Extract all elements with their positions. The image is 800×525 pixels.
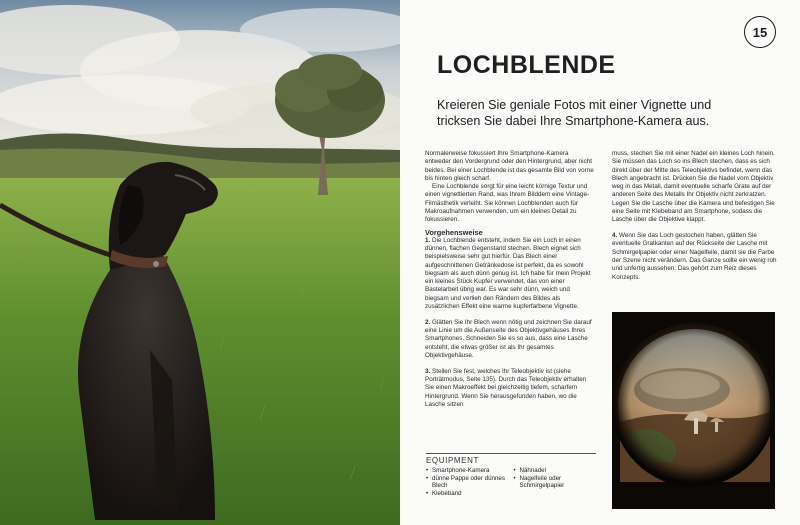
- list-item: • Smartphone-Kamera: [426, 467, 490, 474]
- step-number: 3.: [425, 367, 431, 375]
- pinhole-photo: [612, 312, 775, 509]
- page-title: LOCHBLENDE: [437, 51, 616, 79]
- page-number: 15: [752, 24, 768, 40]
- intro-paragraph: Normalerweise fokussiert Ihre Smartphone-Kamera entweder den Vordergrund oder den Hintergrund, aber nicht beides. Bei einer Lochblende ist das gesamte Bild von vorne bis hinten gleich scharf.: [425, 150, 594, 182]
- equipment-list: [514, 467, 602, 497]
- intro-paragraph: Eine Lochblende sorgt für eine leicht körnige Textur und einen vignettierten Rand, was Ihrem Bilddem eine Vintage-Filmästhetik verleiht. Sie können Lochblenden auch für Makroaufnahmen verwenden, um ein kleines Detail zu fokussieren.: [425, 183, 590, 224]
- equipment-box: [426, 453, 601, 497]
- step-paragraph: [612, 232, 778, 282]
- step-number: 4.: [612, 232, 618, 240]
- step-text: Wenn Sie das Loch gestochen haben, glätten Sie eventuelle Gratkanten auf der Rückseite der Lasche mit Schmirgelpapier oder einer Nagelfeile, damit sie die Farbe der Szene nicht verändern. Das Ganze sollte ein wenig roh und unfertig aussehen: Das gehört zum Reiz dieses Konzepts.: [612, 232, 777, 281]
- step-paragraph: [425, 319, 595, 360]
- list-item: • dünne Pappe oder dünnes Blech: [426, 474, 505, 490]
- step-text: Glätten Sie Ihr Blech wenn nötig und zeichnen Sie darauf eine Linie um die Außenseite des Objektivgehäuses Ihres Smartphones. Schneiden Sie es so aus, dass eine Lasche entsteht, die etwas größer ist als Ihr gesamtes Objektivgehäuse.: [425, 318, 592, 360]
- divider: [426, 453, 596, 454]
- list-item: • Nagelfeile oder Schmirgelpapier: [513, 474, 565, 490]
- list-item: • Nähnadel: [513, 467, 546, 474]
- step-text: Die Lochblende entsteht, indem Sie ein Loch in einen dünnen, flachen Gegenstand stechen. Blech eignet sich beispielsweise sehr gut hierfür. Das Blech einer aufgeschnittenen Getränkedose ist perfekt, da es sowohl biegsam als auch dünn genug ist. Ich habe für mein Projekt ein kleines Stück Kupfer verwendet, das von einer Bastelarbeit übrig war. Es war sehr dünn, weich und biegsam und verlieh den Rändern des Bildes als zusätzlichen Effekt eine warme kupferfarbene Vignette.: [425, 236, 591, 311]
- text-column-right: [612, 150, 778, 282]
- equipment-list: [426, 467, 514, 497]
- page-number-badge: [744, 16, 776, 48]
- lead-paragraph: Kreieren Sie geniale Fotos mit einer Vignette und tricksen Sie dabei Ihre Smartphone-Kamera aus.: [437, 98, 712, 128]
- step-text: Stellen Sie fest, welches Ihr Teleobjektiv ist (siehe Porträtmodus, Seite 135). Durch das Teleobjektiv erhalten Sie einen Makroeffekt bei gleichzeitig tiefem, scharfem Hintergrund. Wenn Sie herausgefunden haben, wo die Lasche sitzen: [425, 367, 587, 409]
- text-column-left: [425, 150, 595, 409]
- step-paragraph: [425, 237, 595, 312]
- equipment-heading: EQUIPMENT: [426, 456, 479, 465]
- list-item: • Klebeband: [426, 489, 462, 497]
- procedure-heading: Vorgehensweise: [425, 227, 483, 237]
- step-continuation: muss, stechen Sie mit einer Nadel ein kleines Loch hinein. Sie müssen das Loch so ins Blech stechen, dass es sich direkt über der Mitte des Teleobjektivs befindet, wenn das Blech angebracht ist. Drücken Sie die Nadel vom Objektiv weg in das Metall, damit eventuelle scharfe Grate auf der anderen Seite des Metalls Ihr Objektiv nicht zerkratzen. Legen Sie die Lasche über die Kamera und befestigen Sie eine Seite mit Klebeband am Smartphone, sodass die Lasche über die Objektive klappt.: [612, 150, 775, 224]
- step-number: 1.: [425, 236, 431, 244]
- step-number: 2.: [425, 318, 431, 326]
- step-paragraph: [425, 368, 595, 409]
